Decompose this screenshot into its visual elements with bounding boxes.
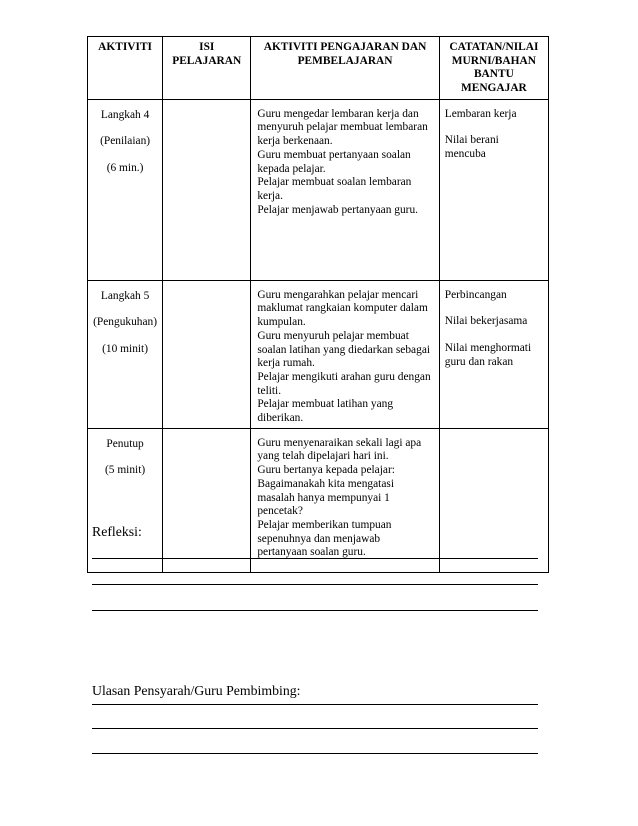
lesson-plan-table: [87, 36, 549, 573]
activity-cell: Langkah 5 (Pengukuhan) (10 minit): [88, 280, 163, 428]
description-cell: Guru mengarahkan pelajar mencari maklumat rangkaian komputer dalam kumpulan. Guru menyuruh pelajar membuat soalan latihan yang diedarkan sebagai kerja rumah. Pelajar mengikuti arahan guru dengan teliti. Pelajar membuat latihan yang diberikan.: [251, 280, 439, 428]
table-row: [88, 280, 549, 428]
review-line-2[interactable]: [92, 728, 538, 729]
activity-cell: Langkah 4 (Penilaian) (6 min.): [88, 99, 163, 280]
content-cell: [163, 428, 251, 572]
note-item: Lembaran kerja: [444, 107, 517, 120]
header-isi-pelajaran: ISI PELAJARAN: [163, 37, 251, 100]
reflection-line-3[interactable]: [92, 610, 538, 611]
content-cell: [163, 99, 251, 280]
reflection-label: Refleksi:: [92, 524, 142, 539]
activity-cell: Penutup (5 minit): [88, 428, 163, 572]
notes-cell: [439, 99, 548, 280]
review-label: Ulasan Pensyarah/Guru Pembimbing:: [92, 683, 301, 698]
notes-cell: [439, 428, 548, 572]
content-cell: [163, 280, 251, 428]
notes-cell: [439, 280, 548, 428]
description-cell: Guru menyenaraikan sekali lagi apa yang telah dipelajari hari ini. Guru bertanya kepada pelajar: Bagaimanakah kita mengatasi masalah hanya mempunyai 1 pencetak? Pelajar memberikan tumpuan sepenuhnya dan menjawab pertanyaan soalan guru.: [251, 428, 439, 572]
table-row: [88, 99, 549, 280]
reflection-line-2[interactable]: [92, 584, 538, 585]
note-item: Nilai bekerjasama: [444, 315, 528, 328]
description-cell: Guru mengedar lembaran kerja dan menyuruh pelajar membuat lembaran kerja berkenaan. Guru membuat pertanyaan soalan kepada pelajar. Pelajar membuat soalan lembaran kerja. Pelajar menjawab pertanyaan guru.: [251, 99, 439, 280]
note-item: Nilai menghormati guru dan rakan: [444, 342, 532, 368]
table-header-row: [88, 37, 549, 100]
note-item: Nilai berani mencuba: [444, 134, 499, 161]
note-item: Perbincangan: [444, 288, 507, 301]
table-row: [88, 428, 549, 572]
header-aktiviti: AKTIVITI: [88, 37, 163, 100]
review-line-3[interactable]: [92, 753, 538, 754]
review-line-1[interactable]: [92, 704, 538, 705]
reflection-line-1[interactable]: [92, 558, 538, 559]
header-aktiviti-pengajaran: AKTIVITI PENGAJARAN DAN PEMBELAJARAN: [251, 37, 439, 100]
header-catatan: CATATAN/NILAI MURNI/BAHAN BANTU MENGAJAR: [439, 37, 548, 100]
